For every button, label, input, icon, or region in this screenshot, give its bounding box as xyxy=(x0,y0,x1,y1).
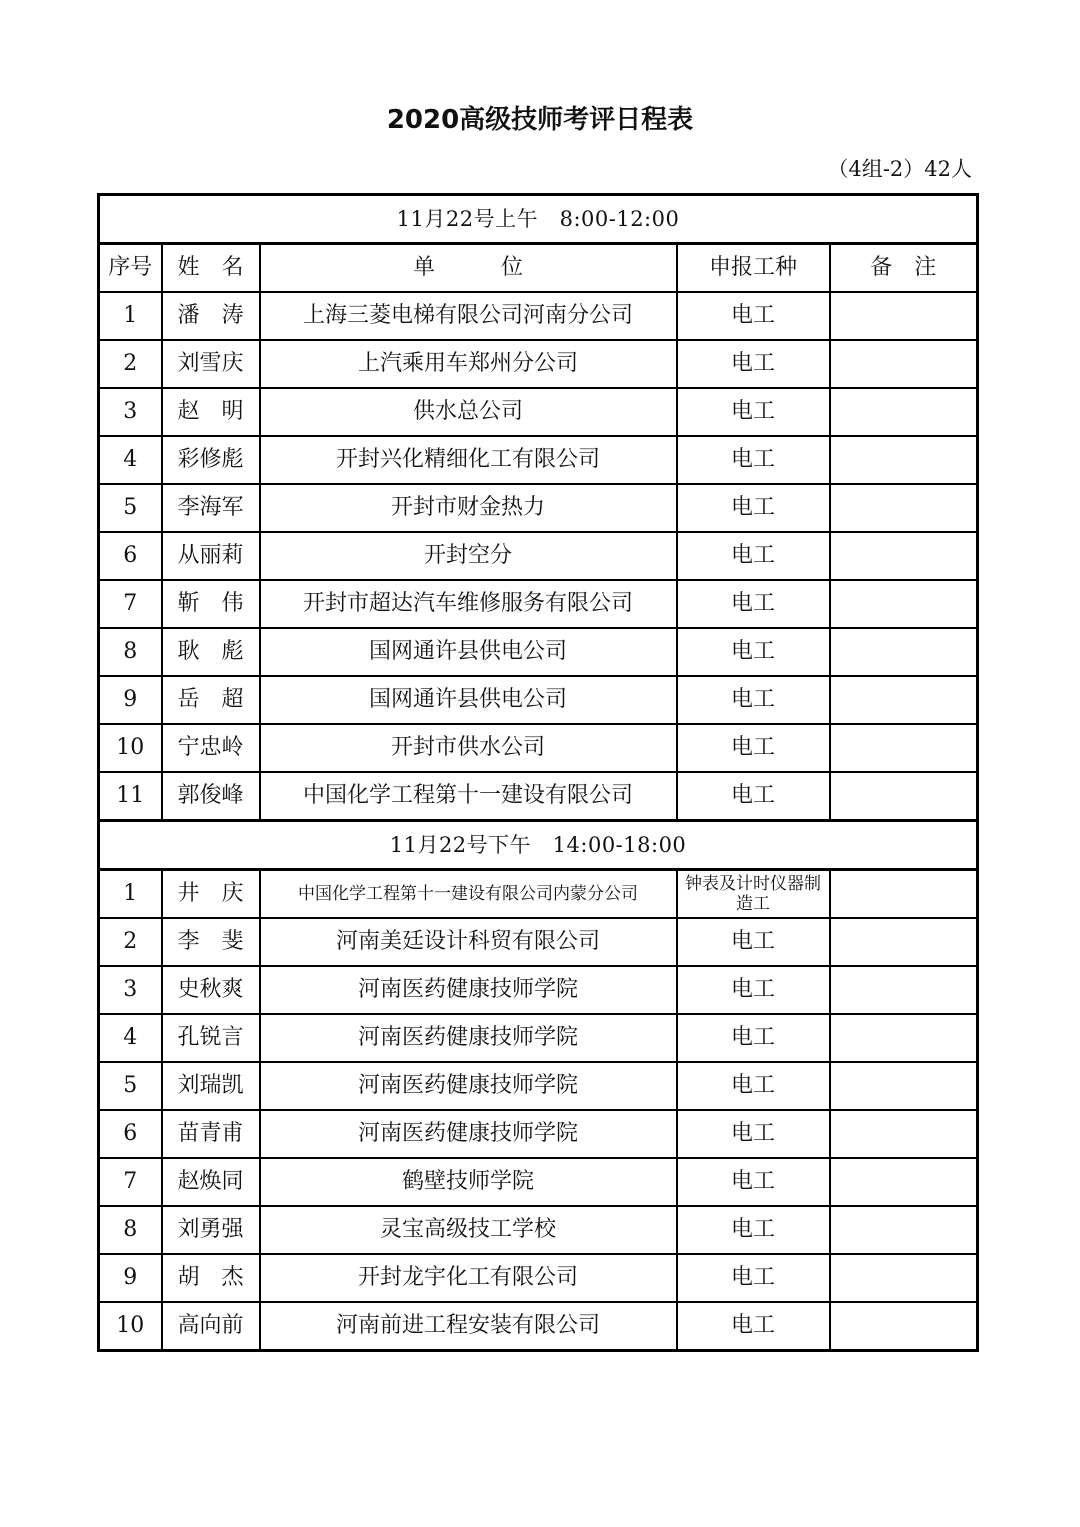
table-row xyxy=(99,918,978,966)
cell-trade: 电工 xyxy=(677,388,830,436)
table-row xyxy=(99,532,978,580)
table-row xyxy=(99,966,978,1014)
cell-remark xyxy=(830,1062,978,1110)
table-row xyxy=(99,340,978,388)
cell-name: 宁忠岭 xyxy=(162,724,260,772)
cell-remark xyxy=(830,532,978,580)
cell-name: 赵焕同 xyxy=(162,1158,260,1206)
cell-trade: 电工 xyxy=(677,340,830,388)
cell-name: 苗青甫 xyxy=(162,1110,260,1158)
table-row xyxy=(99,1110,978,1158)
cell-no: 8 xyxy=(99,628,162,676)
cell-no: 8 xyxy=(99,1206,162,1254)
session-label: 11月22号上午 8:00-12:00 xyxy=(99,195,978,244)
cell-remark xyxy=(830,1302,978,1351)
cell-name: 史秋爽 xyxy=(162,966,260,1014)
cell-trade: 电工 xyxy=(677,1206,830,1254)
cell-trade: 电工 xyxy=(677,436,830,484)
cell-remark xyxy=(830,1206,978,1254)
session-label: 11月22号下午 14:00-18:00 xyxy=(99,821,978,870)
cell-no: 7 xyxy=(99,580,162,628)
cell-trade: 电工 xyxy=(677,292,830,340)
header-unit: 单 位 xyxy=(260,244,677,293)
cell-no: 1 xyxy=(99,870,162,919)
table-row xyxy=(99,436,978,484)
cell-no: 11 xyxy=(99,772,162,821)
cell-unit: 河南医药健康技师学院 xyxy=(260,966,677,1014)
cell-unit: 河南医药健康技师学院 xyxy=(260,1062,677,1110)
cell-unit: 开封市财金热力 xyxy=(260,484,677,532)
cell-unit: 河南医药健康技师学院 xyxy=(260,1014,677,1062)
cell-name: 刘瑞凯 xyxy=(162,1062,260,1110)
cell-trade: 电工 xyxy=(677,772,830,821)
header-trade: 申报工种 xyxy=(677,244,830,293)
header-remark: 备 注 xyxy=(830,244,978,293)
cell-unit: 河南医药健康技师学院 xyxy=(260,1110,677,1158)
cell-name: 从丽莉 xyxy=(162,532,260,580)
cell-unit: 上汽乘用车郑州分公司 xyxy=(260,340,677,388)
cell-remark xyxy=(830,1254,978,1302)
cell-no: 7 xyxy=(99,1158,162,1206)
cell-no: 6 xyxy=(99,532,162,580)
cell-unit: 开封市供水公司 xyxy=(260,724,677,772)
cell-name: 耿 彪 xyxy=(162,628,260,676)
cell-remark xyxy=(830,1014,978,1062)
cell-no: 4 xyxy=(99,436,162,484)
cell-trade: 电工 xyxy=(677,676,830,724)
cell-unit: 上海三菱电梯有限公司河南分公司 xyxy=(260,292,677,340)
cell-name: 彩修彪 xyxy=(162,436,260,484)
cell-remark xyxy=(830,484,978,532)
table-row xyxy=(99,292,978,340)
cell-trade: 电工 xyxy=(677,918,830,966)
table-row xyxy=(99,870,978,919)
cell-no: 2 xyxy=(99,340,162,388)
cell-trade: 电工 xyxy=(677,1302,830,1351)
cell-name: 郭俊峰 xyxy=(162,772,260,821)
table-row xyxy=(99,1302,978,1351)
cell-name: 井 庆 xyxy=(162,870,260,919)
cell-unit: 河南美廷设计科贸有限公司 xyxy=(260,918,677,966)
cell-trade: 电工 xyxy=(677,484,830,532)
cell-no: 10 xyxy=(99,724,162,772)
cell-no: 4 xyxy=(99,1014,162,1062)
cell-remark xyxy=(830,918,978,966)
table-row xyxy=(99,628,978,676)
cell-remark xyxy=(830,436,978,484)
cell-trade: 电工 xyxy=(677,628,830,676)
schedule-table xyxy=(97,193,979,1352)
table-row xyxy=(99,1254,978,1302)
table-row xyxy=(99,1158,978,1206)
cell-remark xyxy=(830,340,978,388)
table-row xyxy=(99,484,978,532)
cell-name: 岳 超 xyxy=(162,676,260,724)
cell-name: 赵 明 xyxy=(162,388,260,436)
cell-trade: 电工 xyxy=(677,1254,830,1302)
cell-unit: 开封空分 xyxy=(260,532,677,580)
cell-trade: 电工 xyxy=(677,724,830,772)
cell-name: 李 斐 xyxy=(162,918,260,966)
cell-no: 3 xyxy=(99,966,162,1014)
table-row xyxy=(99,388,978,436)
cell-trade: 电工 xyxy=(677,1110,830,1158)
table-row xyxy=(99,724,978,772)
cell-remark xyxy=(830,724,978,772)
cell-name: 刘勇强 xyxy=(162,1206,260,1254)
group-note: （4组-2）42人 xyxy=(827,157,972,181)
cell-unit: 鹤壁技师学院 xyxy=(260,1158,677,1206)
cell-remark xyxy=(830,966,978,1014)
cell-trade: 电工 xyxy=(677,966,830,1014)
cell-trade: 电工 xyxy=(677,1062,830,1110)
cell-no: 9 xyxy=(99,676,162,724)
cell-unit: 开封兴化精细化工有限公司 xyxy=(260,436,677,484)
cell-remark xyxy=(830,628,978,676)
cell-no: 10 xyxy=(99,1302,162,1351)
cell-unit: 中国化学工程第十一建设有限公司内蒙分公司 xyxy=(260,870,677,919)
session-row-afternoon xyxy=(99,821,978,870)
cell-trade: 电工 xyxy=(677,580,830,628)
table-row xyxy=(99,772,978,821)
cell-name: 胡 杰 xyxy=(162,1254,260,1302)
cell-name: 刘雪庆 xyxy=(162,340,260,388)
cell-trade: 电工 xyxy=(677,1014,830,1062)
header-name: 姓 名 xyxy=(162,244,260,293)
cell-no: 1 xyxy=(99,292,162,340)
cell-trade: 电工 xyxy=(677,532,830,580)
cell-remark xyxy=(830,580,978,628)
cell-trade: 钟表及计时仪器制造工 xyxy=(677,870,830,919)
cell-no: 5 xyxy=(99,1062,162,1110)
cell-remark xyxy=(830,870,978,919)
cell-no: 9 xyxy=(99,1254,162,1302)
schedule-body xyxy=(99,195,978,1351)
header-no: 序号 xyxy=(99,244,162,293)
cell-unit: 中国化学工程第十一建设有限公司 xyxy=(260,772,677,821)
cell-name: 孔锐言 xyxy=(162,1014,260,1062)
cell-remark xyxy=(830,1158,978,1206)
cell-remark xyxy=(830,292,978,340)
cell-unit: 国网通许县供电公司 xyxy=(260,628,677,676)
cell-unit: 开封龙宇化工有限公司 xyxy=(260,1254,677,1302)
page-title: 2020高级技师考评日程表 xyxy=(386,105,694,135)
table-row xyxy=(99,580,978,628)
cell-name: 靳 伟 xyxy=(162,580,260,628)
session-row-morning xyxy=(99,195,978,244)
cell-trade: 电工 xyxy=(677,1158,830,1206)
cell-unit: 开封市超达汽车维修服务有限公司 xyxy=(260,580,677,628)
cell-unit: 灵宝高级技工学校 xyxy=(260,1206,677,1254)
cell-unit: 河南前进工程安装有限公司 xyxy=(260,1302,677,1351)
table-row xyxy=(99,1062,978,1110)
table-row xyxy=(99,676,978,724)
cell-remark xyxy=(830,772,978,821)
table-row xyxy=(99,1014,978,1062)
cell-remark xyxy=(830,388,978,436)
cell-name: 李海军 xyxy=(162,484,260,532)
cell-name: 潘 涛 xyxy=(162,292,260,340)
cell-unit: 国网通许县供电公司 xyxy=(260,676,677,724)
cell-name: 高向前 xyxy=(162,1302,260,1351)
cell-no: 6 xyxy=(99,1110,162,1158)
cell-remark xyxy=(830,1110,978,1158)
cell-remark xyxy=(830,676,978,724)
cell-no: 5 xyxy=(99,484,162,532)
cell-no: 2 xyxy=(99,918,162,966)
table-row xyxy=(99,1206,978,1254)
header-row xyxy=(99,244,978,293)
cell-no: 3 xyxy=(99,388,162,436)
cell-unit: 供水总公司 xyxy=(260,388,677,436)
